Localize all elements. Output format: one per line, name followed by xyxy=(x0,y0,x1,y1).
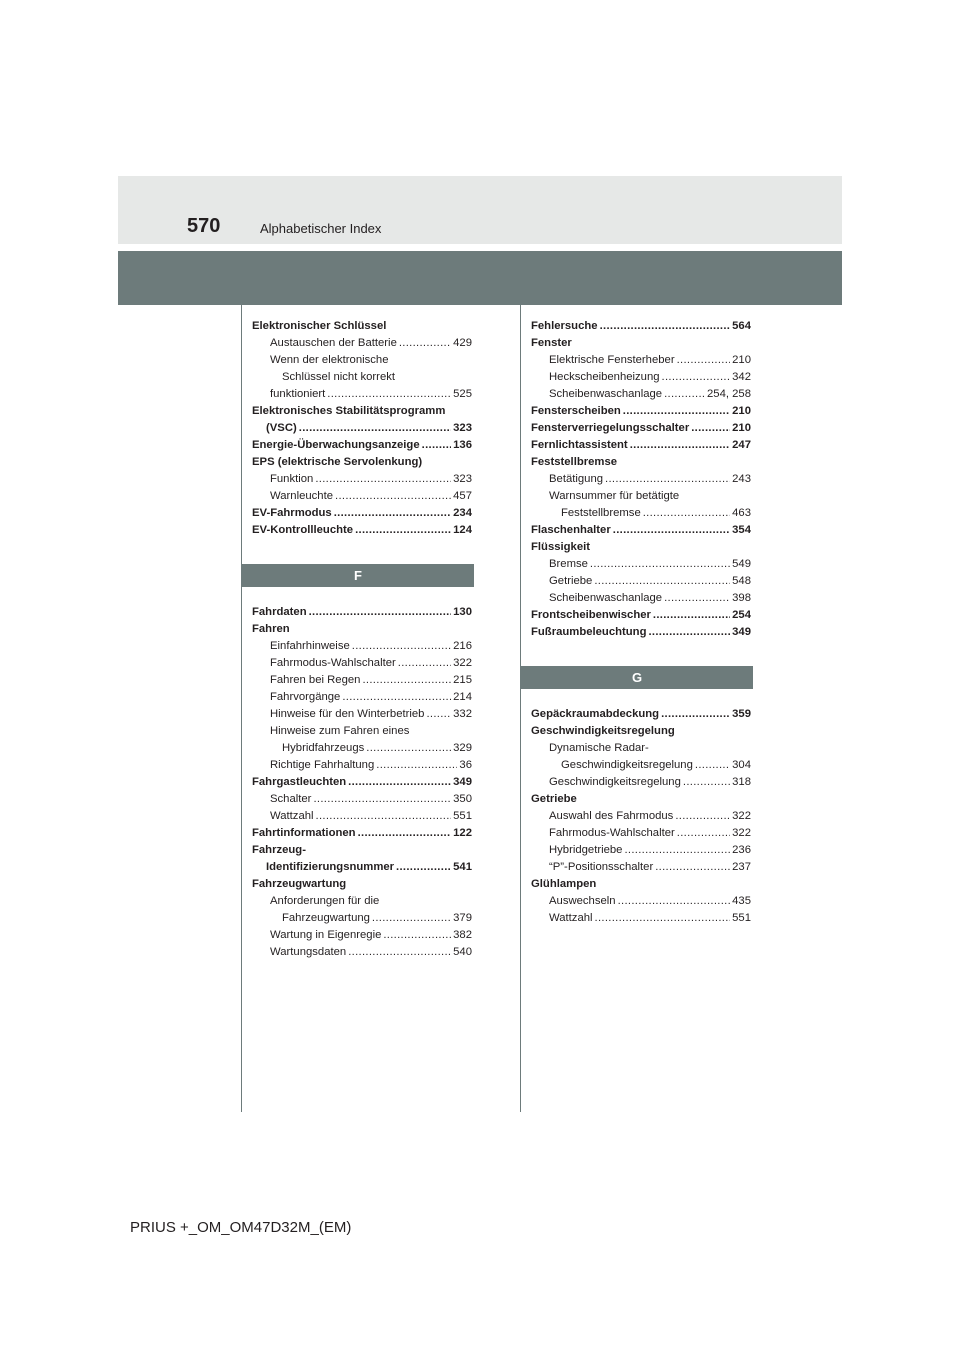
index-entry-term: Energie-Überwachungsanzeige xyxy=(252,439,420,451)
index-entry xyxy=(531,757,751,774)
index-entry-term: Feststellbremse xyxy=(531,456,618,468)
leader-dots xyxy=(376,757,457,774)
leader-dots xyxy=(355,522,451,539)
index-entry xyxy=(531,590,751,607)
index-entry xyxy=(531,369,751,386)
index-entry-page[interactable]: 323 xyxy=(453,473,472,485)
index-entry xyxy=(531,859,751,876)
index-entry-term: Anforderungen für die xyxy=(270,895,380,907)
index-entry xyxy=(252,604,472,621)
index-entry-term: Fahrzeugwartung xyxy=(282,912,370,924)
leader-dots xyxy=(426,706,451,723)
index-entry-term: Fehlersuche xyxy=(531,320,598,332)
letter-heading-f: F xyxy=(242,564,474,587)
index-entry-term: Funktion xyxy=(270,473,314,485)
index-entry-page[interactable]: 214 xyxy=(453,691,472,703)
leader-dots xyxy=(630,437,730,454)
index-entry-page[interactable]: 332 xyxy=(453,708,472,720)
index-entry-page[interactable]: 359 xyxy=(732,708,751,720)
index-entry-term: Elektrische Fensterheber xyxy=(549,354,675,366)
leader-dots xyxy=(362,672,451,689)
index-entry xyxy=(531,825,751,842)
leader-dots xyxy=(695,757,730,774)
index-entry xyxy=(531,893,751,910)
index-entry-page[interactable]: 429 xyxy=(453,337,472,349)
index-entry-page[interactable]: 398 xyxy=(732,592,751,604)
index-entry-term: Einfahrhinweise xyxy=(270,640,350,652)
index-entry-term: Wenn der elektronische xyxy=(270,354,389,366)
index-entry xyxy=(252,386,472,403)
index-entry xyxy=(531,420,751,437)
page-title: Alphabetischer Index xyxy=(260,221,382,236)
index-entry-page[interactable]: 130 xyxy=(453,606,472,618)
index-entry-term: Fahren xyxy=(252,623,290,635)
index-entry xyxy=(252,488,472,505)
leader-dots xyxy=(624,842,730,859)
index-entry-term: Geschwindigkeitsregelung xyxy=(549,776,681,788)
left-column-rule xyxy=(241,305,242,1112)
index-entry-page[interactable]: 551 xyxy=(453,810,472,822)
index-entry xyxy=(252,522,472,539)
index-entry-term: Auswechseln xyxy=(549,895,616,907)
index-entry-page[interactable]: 247 xyxy=(732,439,751,451)
index-block-f xyxy=(252,604,472,961)
index-entry xyxy=(531,808,751,825)
index-entry-term: Elektronischer Schlüssel xyxy=(252,320,387,332)
index-entry xyxy=(252,672,472,689)
index-entry xyxy=(252,454,472,471)
index-block-g xyxy=(531,706,751,927)
index-entry xyxy=(252,471,472,488)
index-column-left xyxy=(252,318,472,961)
index-entry xyxy=(252,927,472,944)
index-entry xyxy=(252,876,472,893)
index-entry-page[interactable]: 210 xyxy=(732,422,751,434)
index-entry xyxy=(531,556,751,573)
page-number: 570 xyxy=(187,215,221,237)
index-entry-page[interactable]: 525 xyxy=(453,388,472,400)
index-entry-page[interactable]: 354 xyxy=(732,524,751,536)
index-entry xyxy=(252,944,472,961)
leader-dots xyxy=(327,386,451,403)
index-entry-page[interactable]: 216 xyxy=(453,640,472,652)
index-entry-page[interactable]: 541 xyxy=(453,861,472,873)
index-entry xyxy=(252,420,472,437)
leader-dots xyxy=(664,590,730,607)
leader-dots xyxy=(662,369,731,386)
index-entry-term: Fensterverriegelungsschalter xyxy=(531,422,690,434)
index-entry-term: Fahrmodus-Wahlschalter xyxy=(270,657,396,669)
index-entry-term: Auswahl des Fahrmodus xyxy=(549,810,674,822)
index-entry-term: Fahrmodus-Wahlschalter xyxy=(549,827,675,839)
index-entry-term: Heckscheibenheizung xyxy=(549,371,660,383)
index-entry xyxy=(531,740,751,757)
index-entry-page[interactable]: 329 xyxy=(453,742,472,754)
index-entry-page[interactable]: 322 xyxy=(453,657,472,669)
leader-dots xyxy=(595,910,731,927)
index-entry-term: Identifizierungsnummer xyxy=(266,861,395,873)
index-entry-term: Warnsummer für betätigte xyxy=(549,490,680,502)
index-entry-term: Schalter xyxy=(270,793,312,805)
leader-dots xyxy=(313,791,451,808)
index-entry xyxy=(531,774,751,791)
index-block-e xyxy=(252,318,472,539)
index-entry xyxy=(252,318,472,335)
index-block-f-continued xyxy=(531,318,751,641)
index-entry-term: Fahrzeug- xyxy=(252,844,306,856)
index-entry-term: EV-Kontrollleuchte xyxy=(252,524,354,536)
index-entry xyxy=(531,791,751,808)
index-entry xyxy=(252,369,472,386)
index-entry xyxy=(531,437,751,454)
index-entry-term: Geschwindigkeitsregelung xyxy=(561,759,693,771)
index-entry-page[interactable]: 254, 258 xyxy=(707,388,751,400)
index-entry-term: Fahrtinformationen xyxy=(252,827,356,839)
index-entry xyxy=(531,723,751,740)
leader-dots xyxy=(643,505,730,522)
index-entry-term: Hinweise zum Fahren eines xyxy=(270,725,410,737)
index-entry-page[interactable]: 237 xyxy=(732,861,751,873)
index-entry-term: funktioniert xyxy=(270,388,326,400)
index-entry-term: EPS (elektrische Servolenkung) xyxy=(252,456,423,468)
index-entry-term: Getriebe xyxy=(531,793,577,805)
letter-heading-g: G xyxy=(521,666,753,689)
index-entry xyxy=(531,539,751,556)
index-entry xyxy=(531,910,751,927)
index-entry-term: Fensterscheiben xyxy=(531,405,621,417)
index-entry-page[interactable]: 136 xyxy=(453,439,472,451)
leader-dots xyxy=(299,420,451,437)
index-entry xyxy=(531,471,751,488)
index-entry-page[interactable]: 236 xyxy=(732,844,751,856)
index-entry-page[interactable]: 36 xyxy=(459,759,472,771)
index-entry-term: Fußraumbeleuchtung xyxy=(531,626,647,638)
index-entry xyxy=(252,825,472,842)
leader-dots xyxy=(342,689,451,706)
index-entry-page[interactable]: 540 xyxy=(453,946,472,958)
index-entry-term: Hybridfahrzeugs xyxy=(282,742,365,754)
index-entry-page[interactable]: 379 xyxy=(453,912,472,924)
index-entry-term: Flaschenhalter xyxy=(531,524,611,536)
index-entry-term: Feststellbremse xyxy=(561,507,641,519)
index-entry-page[interactable]: 435 xyxy=(732,895,751,907)
index-entry-term: Fahrvorgänge xyxy=(270,691,341,703)
index-entry-term: Frontscheibenwischer xyxy=(531,609,651,621)
index-entry-page[interactable]: 215 xyxy=(453,674,472,686)
leader-dots xyxy=(648,624,730,641)
index-entry xyxy=(252,893,472,910)
index-entry xyxy=(531,842,751,859)
index-entry xyxy=(531,607,751,624)
index-entry-term: Hinweise für den Winterbetrieb xyxy=(270,708,425,720)
index-entry xyxy=(252,335,472,352)
index-entry xyxy=(252,791,472,808)
index-entry xyxy=(252,437,472,454)
header-bar xyxy=(118,251,842,305)
index-entry-page[interactable]: 322 xyxy=(732,810,751,822)
index-entry-term: Scheibenwaschanlage xyxy=(549,592,663,604)
index-entry-term: Schlüssel nicht korrekt xyxy=(282,371,396,383)
index-entry-page[interactable]: 304 xyxy=(732,759,751,771)
index-entry-page[interactable]: 382 xyxy=(453,929,472,941)
index-entry-term: Fahrdaten xyxy=(252,606,307,618)
index-entry xyxy=(252,621,472,638)
index-entry-term: Fernlichtassistent xyxy=(531,439,628,451)
index-entry xyxy=(531,386,751,403)
index-entry xyxy=(531,573,751,590)
index-entry-page[interactable]: 342 xyxy=(732,371,751,383)
index-entry xyxy=(252,859,472,876)
index-column-right xyxy=(531,318,751,927)
index-entry-term: Fahrgastleuchten xyxy=(252,776,347,788)
leader-dots xyxy=(618,893,731,910)
index-entry-page[interactable]: 254 xyxy=(732,609,751,621)
index-entry-term: Glühlampen xyxy=(531,878,597,890)
leader-dots xyxy=(399,335,451,352)
index-entry xyxy=(252,352,472,369)
index-entry-page[interactable]: 322 xyxy=(732,827,751,839)
leader-dots xyxy=(691,420,730,437)
index-entry xyxy=(252,706,472,723)
index-entry-page[interactable]: 350 xyxy=(453,793,472,805)
index-entry xyxy=(252,505,472,522)
index-entry xyxy=(531,624,751,641)
index-entry xyxy=(252,808,472,825)
index-entry-page[interactable]: 457 xyxy=(453,490,472,502)
leader-dots xyxy=(653,607,730,624)
index-entry-term: Fahrzeugwartung xyxy=(252,878,347,890)
index-entry xyxy=(252,655,472,672)
leader-dots xyxy=(664,386,705,403)
index-entry-term: Hybridgetriebe xyxy=(549,844,623,856)
leader-dots xyxy=(661,706,730,723)
index-entry xyxy=(252,842,472,859)
index-entry-term: Wartung in Eigenregie xyxy=(270,929,382,941)
leader-dots xyxy=(594,573,730,590)
index-entry-term: Getriebe xyxy=(549,575,593,587)
index-entry-term: Geschwindigkeitsregelung xyxy=(531,725,675,737)
index-entry-page[interactable]: 564 xyxy=(732,320,751,332)
leader-dots xyxy=(348,774,451,791)
leader-dots xyxy=(366,740,451,757)
index-entry xyxy=(531,706,751,723)
index-entry xyxy=(252,757,472,774)
leader-dots xyxy=(675,808,730,825)
index-entry-term: Gepäckraumabdeckung xyxy=(531,708,660,720)
index-entry-term: Wattzahl xyxy=(549,912,593,924)
leader-dots xyxy=(352,638,451,655)
index-entry xyxy=(531,876,751,893)
leader-dots xyxy=(422,437,452,454)
index-entry-term: Elektronisches Stabilitätsprogramm xyxy=(252,405,446,417)
leader-dots xyxy=(398,655,451,672)
leader-dots xyxy=(396,859,451,876)
index-entry-term: Bremse xyxy=(549,558,588,570)
index-entry xyxy=(252,723,472,740)
leader-dots xyxy=(372,910,451,927)
leader-dots xyxy=(623,403,730,420)
index-entry-page[interactable]: 234 xyxy=(453,507,472,519)
leader-dots xyxy=(600,318,731,335)
header-band xyxy=(118,176,842,244)
leader-dots xyxy=(358,825,452,842)
leader-dots xyxy=(383,927,451,944)
index-entry-term: Fenster xyxy=(531,337,572,349)
index-entry-term: EV-Fahrmodus xyxy=(252,507,332,519)
index-entry xyxy=(252,740,472,757)
leader-dots xyxy=(605,471,730,488)
index-entry xyxy=(252,910,472,927)
footer-document-code: PRIUS +_OM_OM47D32M_(EM) xyxy=(130,1219,352,1236)
index-entry xyxy=(531,335,751,352)
index-entry-page[interactable]: 551 xyxy=(732,912,751,924)
leader-dots xyxy=(309,604,452,621)
index-entry-page[interactable]: 349 xyxy=(732,626,751,638)
leader-dots xyxy=(315,471,451,488)
index-entry-term: “P”-Positionsschalter xyxy=(549,861,654,873)
index-entry-term: Scheibenwaschanlage xyxy=(549,388,663,400)
index-entry xyxy=(252,774,472,791)
index-entry-term: Austauschen der Batterie xyxy=(270,337,397,349)
leader-dots xyxy=(677,352,731,369)
index-entry xyxy=(252,403,472,420)
index-entry xyxy=(531,522,751,539)
index-entry-page[interactable]: 549 xyxy=(732,558,751,570)
leader-dots xyxy=(348,944,451,961)
leader-dots xyxy=(683,774,730,791)
index-entry-page[interactable]: 210 xyxy=(732,354,751,366)
index-entry-term: Wartungsdaten xyxy=(270,946,347,958)
leader-dots xyxy=(335,488,451,505)
index-entry xyxy=(531,403,751,420)
index-entry-term: Richtige Fahrhaltung xyxy=(270,759,375,771)
index-entry xyxy=(531,488,751,505)
leader-dots xyxy=(316,808,452,825)
index-entry xyxy=(531,505,751,522)
leader-dots xyxy=(334,505,451,522)
index-entry-term: Flüssigkeit xyxy=(531,541,591,553)
index-entry xyxy=(252,638,472,655)
leader-dots xyxy=(677,825,730,842)
index-entry-page[interactable]: 323 xyxy=(453,422,472,434)
leader-dots xyxy=(613,522,730,539)
index-entry xyxy=(531,318,751,335)
index-entry-page[interactable]: 548 xyxy=(732,575,751,587)
leader-dots xyxy=(590,556,730,573)
index-entry xyxy=(531,454,751,471)
right-column-rule xyxy=(520,305,521,1112)
index-entry-page[interactable]: 210 xyxy=(732,405,751,417)
index-entry-term: Warnleuchte xyxy=(270,490,333,502)
index-entry-page[interactable]: 318 xyxy=(732,776,751,788)
index-entry-page[interactable]: 463 xyxy=(732,507,751,519)
index-entry-term: (VSC) xyxy=(266,422,297,434)
index-entry-page[interactable]: 243 xyxy=(732,473,751,485)
index-entry-term: Wattzahl xyxy=(270,810,314,822)
index-entry-page[interactable]: 124 xyxy=(453,524,472,536)
index-entry xyxy=(252,689,472,706)
index-entry-page[interactable]: 122 xyxy=(453,827,472,839)
leader-dots xyxy=(655,859,730,876)
index-entry-term: Betätigung xyxy=(549,473,604,485)
index-entry-page[interactable]: 349 xyxy=(453,776,472,788)
index-entry-term: Dynamische Radar- xyxy=(549,742,649,754)
index-entry xyxy=(531,352,751,369)
index-entry-term: Fahren bei Regen xyxy=(270,674,361,686)
